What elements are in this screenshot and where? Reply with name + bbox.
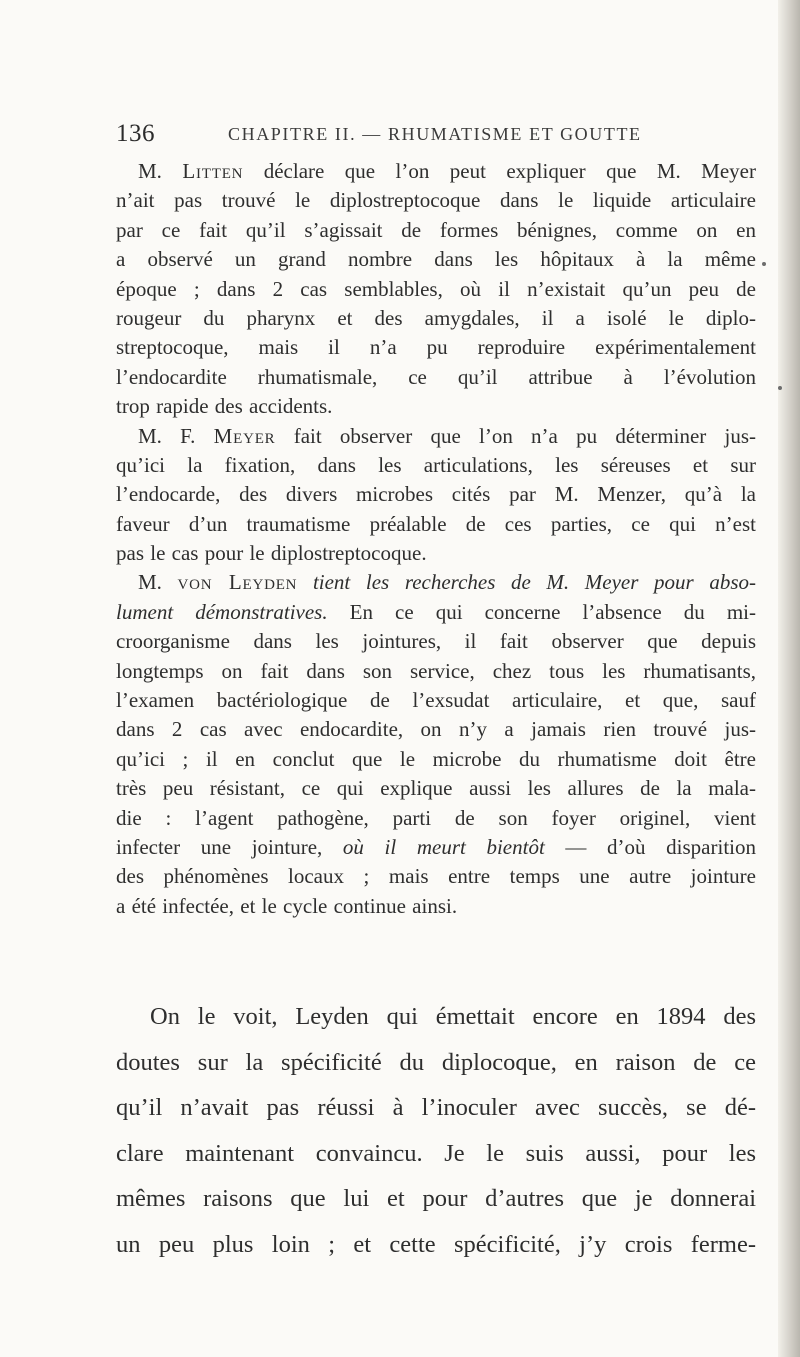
text-line: trop rapide des accidents. (116, 394, 333, 419)
text-line: époque ; dans 2 cas semblables, où il n’existait qu’un peu de (116, 276, 756, 301)
text-line: pas le cas pour le diplostreptocoque. (116, 541, 427, 566)
text-line: lument démonstratives. En ce qui concerne l’absence du mi- (116, 599, 756, 624)
page-binding-edge (778, 0, 800, 1357)
text-line: faveur d’un traumatisme préalable de ces parties, ce qui n’est (116, 511, 756, 536)
text-line: qu’ici ; il en conclut que le microbe du rhumatisme doit être (116, 746, 756, 771)
text-line: On le voit, Leyden qui émettait encore en 1894 des (150, 1003, 756, 1030)
text-line: rougeur du pharynx et des amygdales, il a isolé le diplo- (116, 305, 756, 330)
page-number: 136 (116, 120, 155, 147)
text-line: M. F. Meyer fait observer que l’on n’a pu déterminer jus- (138, 423, 757, 448)
text-line: M. von Leyden tient les recherches de M. Meyer pour abso- (138, 570, 756, 595)
discussion-paragraphs (116, 157, 756, 921)
text-line: par ce fait qu’il s’agissait de formes bénignes, comme on en (116, 217, 756, 242)
author-name: Litten (182, 159, 244, 183)
text-line: infecter une jointure, où il meurt bientôt — d’où disparition (116, 834, 756, 859)
author-name: Meyer (213, 423, 276, 448)
text-line: mêmes raisons que lui et pour d’autres que je donnerai (116, 1185, 756, 1212)
text-line: qu’il n’avait pas réussi à l’inoculer avec succès, se dé- (116, 1094, 756, 1121)
author-name: von Leyden (177, 570, 298, 595)
italic-phrase: où il meurt bientôt (342, 834, 545, 859)
text-line: un peu plus loin ; et cette spécificité, j’y crois ferme- (116, 1230, 756, 1258)
text-line: qu’ici la fixation, dans les articulations, les séreuses et sur (116, 452, 756, 477)
text-line: l’endocarde, des divers microbes cités par M. Menzer, qu’à la (116, 482, 756, 507)
text-line: a observé un grand nombre dans les hôpitaux à la même (116, 247, 756, 272)
text-line: n’ait pas trouvé le diplostreptocoque dans le liquide articulaire (116, 188, 756, 213)
text-line: dans 2 cas avec endocardite, on n’y a jamais rien trouvé jus- (116, 717, 756, 742)
author-commentary-paragraph (116, 994, 756, 1267)
text-line: doutes sur la spécificité du diplocoque, en raison de ce (116, 1048, 756, 1076)
italic-quote: lument démonstratives. (116, 599, 328, 624)
ink-speck (778, 386, 782, 390)
text-line: clare maintenant convaincu. Je le suis aussi, pour les (116, 1139, 756, 1167)
text-line: l’examen bactériologique de l’exsudat articulaire, et que, sauf (116, 688, 756, 713)
text-line: longtemps on fait dans son service, chez tous les rhumatisants, (116, 658, 756, 683)
text-line: croorganisme dans les jointures, il fait observer que depuis (116, 629, 756, 654)
ink-speck (762, 262, 766, 266)
text-line: a été infectée, et le cycle continue ainsi. (116, 893, 458, 918)
text-line: très peu résistant, ce qui explique aussi les allures de la mala- (116, 776, 756, 801)
text-line: des phénomènes locaux ; mais entre temps une autre jointure (116, 864, 756, 889)
text-line: die : l’agent pathogène, parti de son foyer originel, vient (116, 805, 756, 830)
text-line: M. Litten déclare que l’on peut expliquer que M. Meyer (138, 159, 756, 183)
page-header (116, 120, 756, 150)
text-line: l’endocardite rhumatismale, ce qu’il attribue à l’évolution (116, 364, 756, 389)
running-head: CHAPITRE II. — RHUMATISME ET GOUTTE (228, 124, 642, 144)
italic-quote: tient les recherches de M. Meyer pour abso- (312, 570, 756, 595)
text-line: streptocoque, mais il n’a pu reproduire expérimentalement (116, 335, 756, 360)
